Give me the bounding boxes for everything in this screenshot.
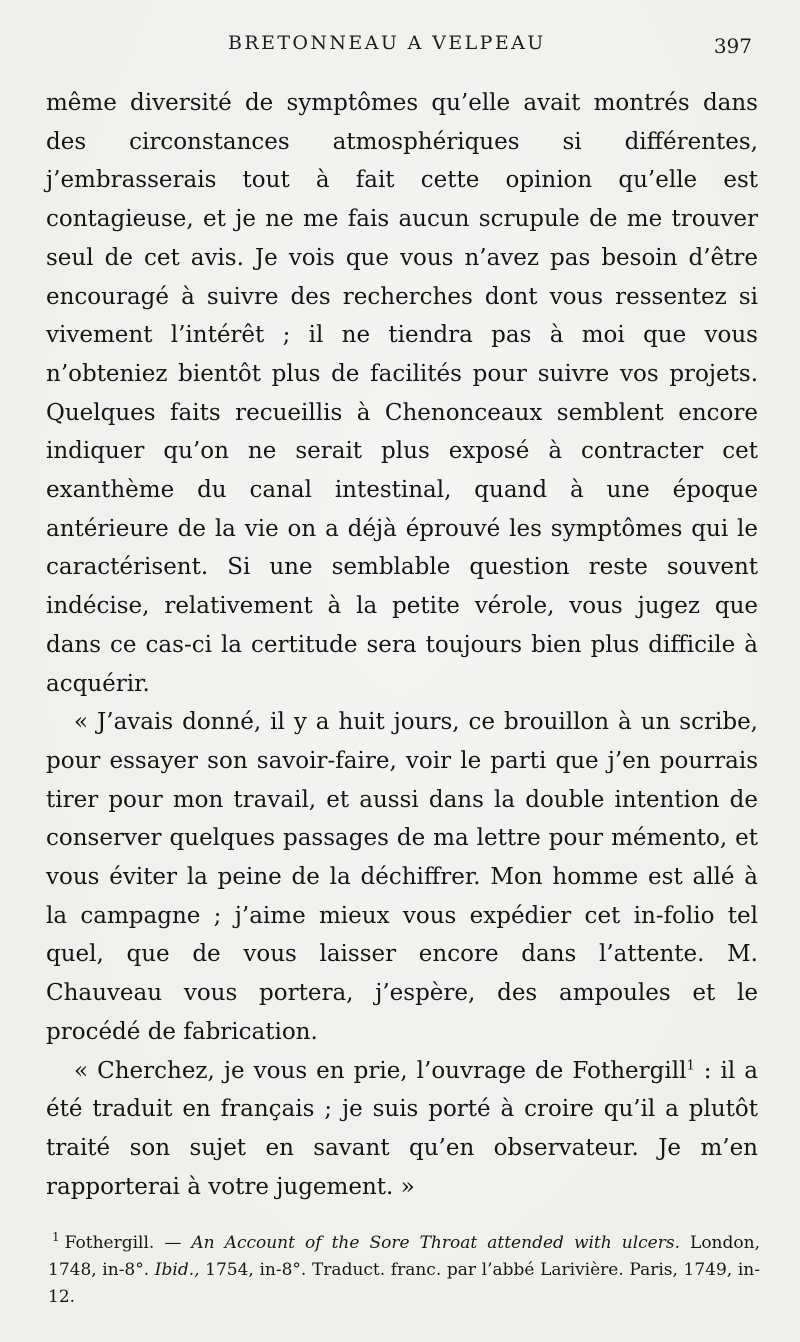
page-number: 397 bbox=[713, 34, 752, 58]
paragraph-fothergill bbox=[46, 1052, 758, 1207]
footnote-place-year: London, 1748, in-8°. bbox=[48, 1233, 760, 1280]
running-title: BRETONNEAU A VELPEAU bbox=[228, 32, 546, 54]
paragraph-scribe: « J’avais donné, il y a huit jours, ce brouillon à un scribe, pour essayer son savoir-faire, voir le parti que j’en pourrais tirer pour mon travail, et aussi dans la double intention de conserver quelques passages de ma lettre pour mémento, et vous éviter la peine de la déchiffrer. Mon homme est allé à la campagne ; j’aime mieux vous expédier cet in-folio tel quel, que de vous laisser encore dans l’attente. M. Chauveau vous portera, j’espère, des ampoules et le procédé de fabrication. bbox=[46, 709, 758, 1045]
body-text bbox=[46, 84, 758, 1206]
footnote-rest: 1754, in-8°. Traduct. franc. par l’abbé Larivière. Paris, 1749, in-12. bbox=[48, 1260, 760, 1307]
running-head bbox=[0, 30, 800, 64]
paragraph-continuation: même diversité de symptômes qu’elle avait montrés dans des circonstances atmosphériques si différentes, j’embrasserais tout à fait cette opinion qu’elle est contagieuse, et je ne me fais aucun scrupule de me trouver seul de cet avis. Je vois que vous n’avez pas besoin d’être encouragé à suivre des recherches dont vous ressentez si vivement l’intérêt ; il ne tiendra pas à moi que vous n’obteniez bientôt plus de facilités pour suivre vos projets. Quelques faits recueillis à Chenonceaux semblent encore indiquer qu’on ne serait plus exposé à contracter cet exanthème du canal intestinal, quand à une époque antérieure de la vie on a déjà éprouvé les symptômes qui le caractérisent. Si une semblable question reste souvent indécise, relativement à la petite vérole, vous jugez que dans ce cas-ci la certitude sera toujours bien plus difficile à acquérir. bbox=[46, 90, 758, 697]
footnote-ibid: Ibid., bbox=[154, 1260, 200, 1280]
footnote-author: Fothergill. — bbox=[64, 1233, 192, 1253]
footnote-reference: 1 bbox=[686, 1057, 695, 1073]
paragraph-fothergill-text: « Cherchez, je vous en prie, l’ouvrage de Fothergill bbox=[74, 1057, 687, 1084]
footnote-marker: 1 bbox=[52, 1230, 60, 1245]
footnote-title: An Account of the Sore Throat attended with ulcers. bbox=[191, 1233, 680, 1253]
footnotes bbox=[48, 1230, 760, 1311]
paragraph-fothergill-text-after: : il a été traduit en français ; je suis porté à croire qu’il a plutôt traité son sujet en savant qu’en observateur. Je m’en rapporterai à votre jugement. » bbox=[46, 1057, 758, 1200]
